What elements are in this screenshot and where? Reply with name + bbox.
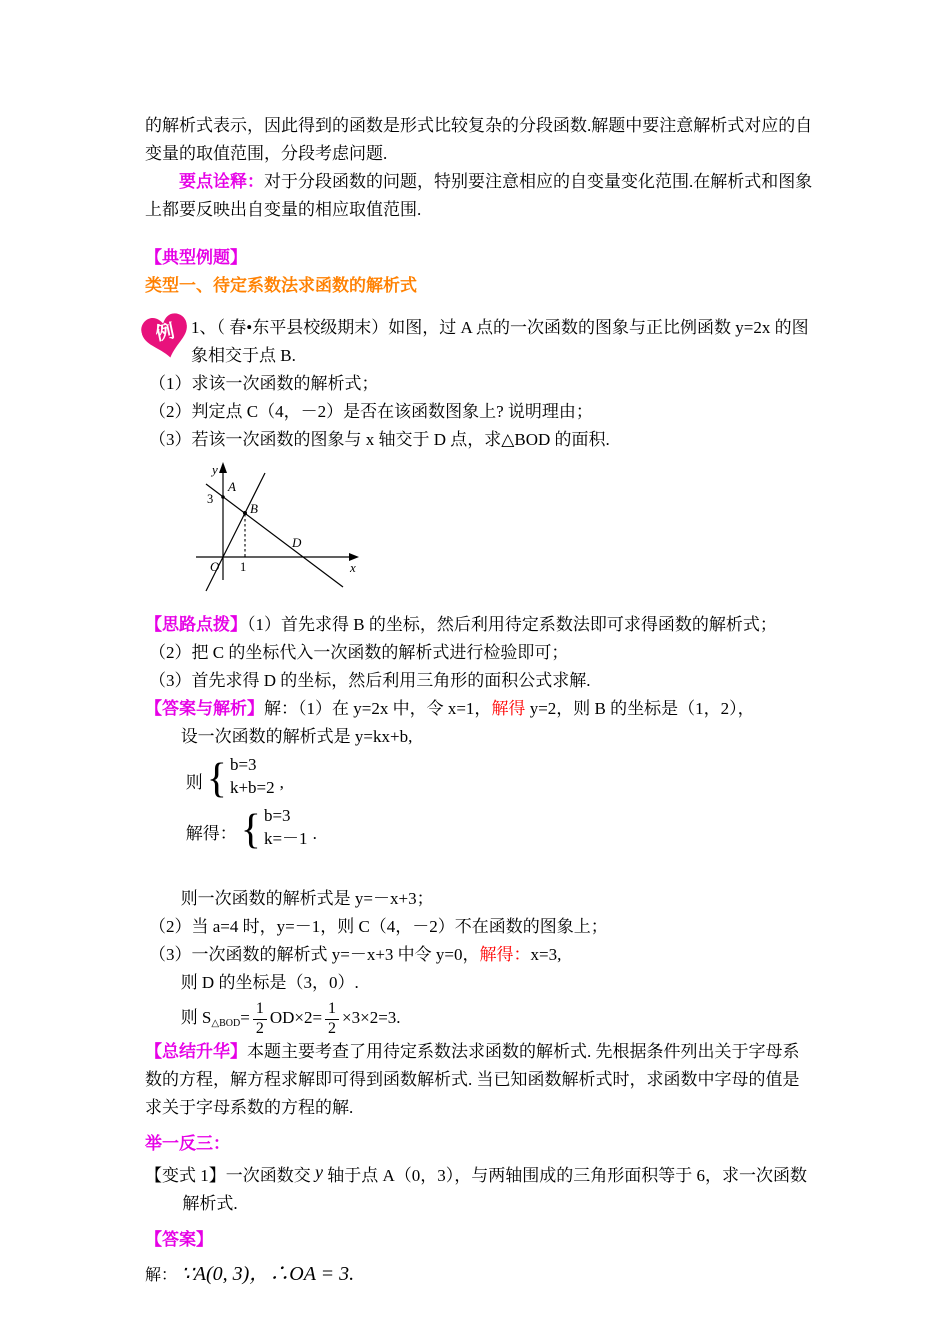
variation-answer-label: 【答案】 xyxy=(145,1230,213,1250)
system-1-tail: , xyxy=(279,773,284,792)
variation-y-var: y xyxy=(315,1162,323,1183)
answer-line-4: （2）当 a=4 时，y=－1，则 C（4，－2）不在函数的图象上； xyxy=(149,917,608,936)
variation-1-text xyxy=(145,1158,814,1218)
answer-line-1 xyxy=(145,695,814,723)
answer-1-pre: 解：（1）在 y=2x 中，令 x=1， xyxy=(264,699,492,718)
variation-header: 举一反三： xyxy=(145,1134,230,1154)
hint-line-1 xyxy=(145,611,814,639)
question-1: （1）求该一次函数的解析式； xyxy=(149,374,379,393)
equation-system-1 xyxy=(186,753,814,802)
equation-system-2 xyxy=(186,804,814,853)
keypoint-label: 要点诠释： xyxy=(179,172,264,191)
fraction-numerator: 1 xyxy=(253,1001,267,1020)
line-y-equals-neg-x-plus-3 xyxy=(206,484,343,587)
system-1-eq-1: b=3 xyxy=(229,755,257,774)
keypoint-paragraph xyxy=(145,168,814,224)
example-1-text: 1、（ 春•东平县校级期末）如图，过 A 点的一次函数的图象与正比例函数 y=2x 的图象相交于点 B. xyxy=(191,318,809,365)
example-heart-icon xyxy=(143,314,189,364)
fraction-denominator: 2 xyxy=(255,1019,264,1037)
hint-line-3: （3）首先求得 D 的坐标，然后利用三角形的面积公式求解. xyxy=(149,671,591,690)
left-brace-icon: { xyxy=(206,756,227,802)
figure-label-o: O xyxy=(210,559,220,574)
example-1-block xyxy=(145,314,814,370)
area-mid: OD×2= xyxy=(269,1008,323,1028)
answer-line-5 xyxy=(149,941,814,969)
answer-5-pre: （3）一次函数的解析式 y=－x+3 中令 y=0， xyxy=(149,945,480,964)
summary-text: 本题主要考查了用待定系数法求函数的解析式. 先根据条件列出关于字母系数的方程，解方程求解即可得到函数解析式. 当已知函数解析式时，求函数中字母的值是求关于字母系数的方程的解. xyxy=(145,1042,800,1118)
type1-title: 类型一、待定系数法求函数的解析式 xyxy=(145,276,417,295)
system-2-lead: 解得： xyxy=(185,824,237,843)
variation-solution xyxy=(145,1260,814,1290)
answer-label: 【答案与解析】 xyxy=(145,699,264,718)
area-end: ×3×2=3. xyxy=(342,1008,401,1028)
variation-1-post: 轴于点 A（0，3），与两轴围成的三角形面积等于 6，求一次函数解析式. xyxy=(182,1166,808,1214)
hints-label: 【思路点拨】 xyxy=(145,615,247,634)
area-pre: 则 S xyxy=(180,1008,212,1028)
figure-label-y: y xyxy=(212,462,218,477)
hint-1-text: （1）首先求得 B 的坐标，然后利用待定系数法即可求得函数的解析式； xyxy=(247,615,777,634)
system-2-tail: . xyxy=(312,824,317,843)
solution-label: 解： xyxy=(145,1267,178,1285)
area-eq: = xyxy=(240,1008,250,1028)
figure-label-b: B xyxy=(250,501,258,516)
answer-line-3: 则一次函数的解析式是 y=－x+3； xyxy=(180,889,434,908)
hint-line-2: （2）把 C 的坐标代入一次函数的解析式进行检验即可； xyxy=(149,643,569,662)
figure-label-d: D xyxy=(292,535,302,550)
intro-paragraph: 的解析式表示，因此得到的函数是形式比较复杂的分段函数.解题中要注意解析式对应的自变量的取值范围，分段考虑问题. xyxy=(145,116,813,163)
figure-label-x: x xyxy=(350,560,356,575)
summary-label: 【总结升华】 xyxy=(145,1042,247,1062)
answer-1-red: 解得 xyxy=(491,699,526,718)
system-1-lead: 则 xyxy=(185,773,203,792)
answer-1-post: y=2，则 B 的坐标是（1，2）， xyxy=(525,699,755,718)
figure-label-1: 1 xyxy=(240,560,247,574)
answer-line-2: 设一次函数的解析式是 y=kx+b, xyxy=(180,727,413,746)
keypoint-text: 对于分段函数的问题，特别要注意相应的自变量变化范围.在解析式和图象上都要反映出自变量的相应取值范围. xyxy=(145,172,813,219)
figure-label-a: A xyxy=(228,479,236,494)
system-2-eq-2: k=－1 xyxy=(263,829,308,848)
fraction-one-half xyxy=(253,1001,267,1038)
variation-1-pre: 【变式 1】一次函数交 xyxy=(145,1166,311,1186)
coordinate-figure xyxy=(193,460,814,603)
solution-math: ∵A(0, 3)，∴OA = 3. xyxy=(181,1263,355,1286)
answer-line-6: 则 D 的坐标是（3，0）. xyxy=(180,973,359,992)
system-2-eq-1: b=3 xyxy=(263,806,291,825)
y-axis-arrow xyxy=(219,462,227,473)
summary-paragraph xyxy=(145,1038,814,1122)
question-2: （2）判定点 C（4，－2）是否在该函数图象上? 说明理由； xyxy=(149,402,593,421)
system-2-equations xyxy=(261,804,310,853)
point-a xyxy=(221,495,225,499)
figure-label-3: 3 xyxy=(207,492,214,506)
fraction-one-half xyxy=(325,1001,339,1038)
area-calculation xyxy=(181,1001,814,1038)
left-brace-icon: { xyxy=(240,807,261,853)
fraction-denominator: 2 xyxy=(328,1019,337,1037)
area-subscript: △BOD xyxy=(211,1018,241,1030)
answer-5-post: x=3, xyxy=(530,945,562,964)
system-1-eq-2: k+b=2 xyxy=(229,778,275,797)
section-title: 【典型例题】 xyxy=(145,248,247,267)
point-b xyxy=(243,511,247,515)
fraction-numerator: 1 xyxy=(325,1001,339,1020)
question-3: （3）若该一次函数的图象与 x 轴交于 D 点，求△BOD 的面积. xyxy=(149,430,610,449)
example-icon-label: 例 xyxy=(153,320,177,346)
answer-5-red: 解得： xyxy=(479,945,531,964)
system-1-equations xyxy=(227,753,277,802)
